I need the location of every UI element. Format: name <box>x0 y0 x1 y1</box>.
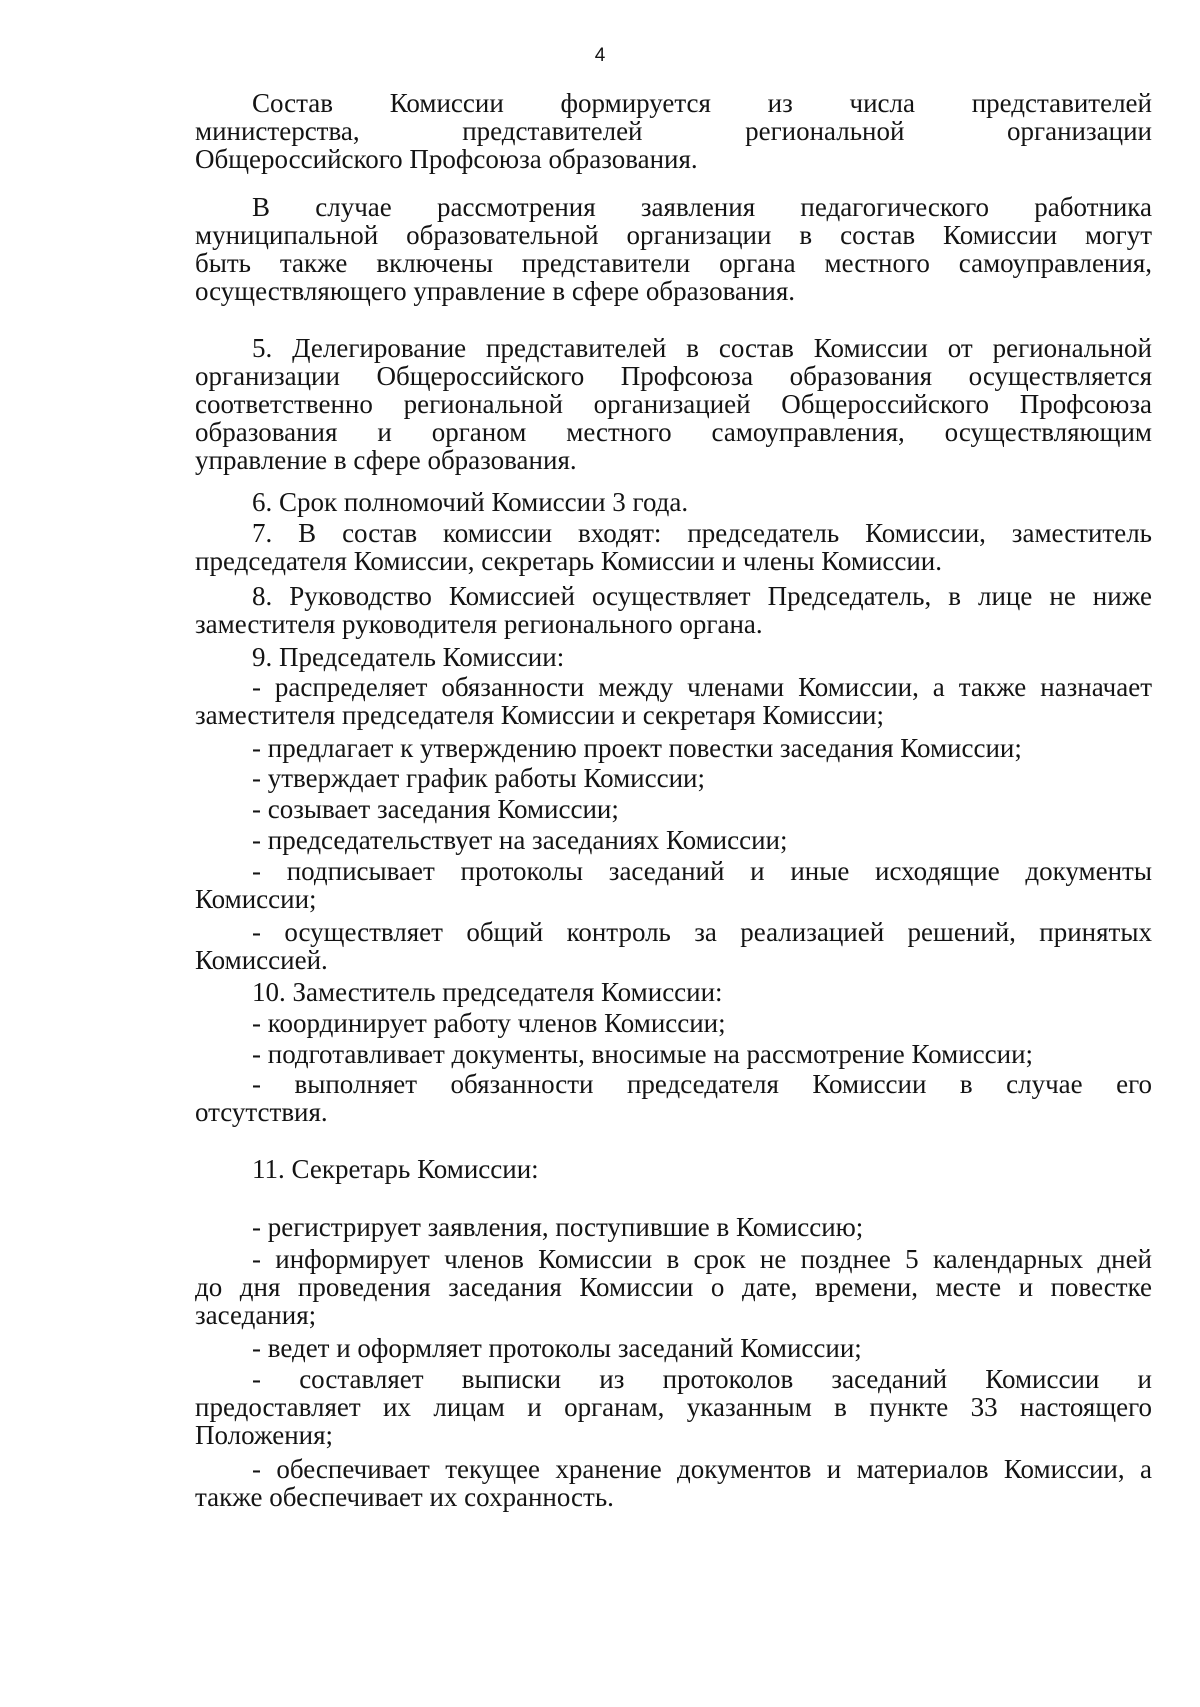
text-line: - ведет и оформляет протоколы заседаний Комиссии; <box>252 1333 862 1363</box>
text-line: заседания; <box>195 1300 317 1330</box>
text-line: - созывает заседания Комиссии; <box>252 794 619 824</box>
deputy-duty <box>195 1040 1152 1068</box>
deputy-duty <box>195 1070 1152 1126</box>
secretary-duty <box>195 1213 1152 1241</box>
text-line: - подписывает протоколы заседаний и иные исходящие документы <box>252 856 1152 886</box>
clause-6-term <box>195 488 1152 516</box>
text-line: - регистрирует заявления, поступившие в Комиссию; <box>252 1212 864 1242</box>
deputy-duty <box>195 1009 1152 1037</box>
secretary-duty <box>195 1365 1152 1449</box>
text-line: Положения; <box>195 1420 334 1450</box>
clause-8-leadership <box>195 582 1152 638</box>
text-line: - составляет выписки из протоколов заседаний Комиссии и <box>252 1364 1152 1394</box>
secretary-duty <box>195 1245 1152 1329</box>
chairman-duty <box>195 673 1152 729</box>
text-line: управление в сфере образования. <box>195 445 577 475</box>
clause-11-secretary-heading <box>195 1155 1152 1183</box>
text-line: организации Общероссийского Профсоюза образования осуществляется <box>195 361 1152 391</box>
chairman-duty <box>195 857 1152 913</box>
paragraph-composition <box>195 89 1152 173</box>
text-line: Общероссийского Профсоюза образования. <box>195 144 698 174</box>
chairman-duty <box>195 795 1152 823</box>
secretary-duty <box>195 1334 1152 1362</box>
text-line: быть также включены представители органа местного самоуправления, <box>195 248 1152 278</box>
clause-7-members <box>195 519 1152 575</box>
text-line: 7. В состав комиссии входят: председатель Комиссии, заместитель <box>252 518 1152 548</box>
text-line: - информирует членов Комиссии в срок не позднее 5 календарных дней <box>252 1244 1152 1274</box>
paragraph-municipal-representatives <box>195 193 1152 305</box>
text-line: 9. Председатель Комиссии: <box>252 642 565 672</box>
text-line: соответственно региональной организацией Общероссийского Профсоюза <box>195 389 1152 419</box>
text-line: заместителя председателя Комиссии и секретаря Комиссии; <box>195 700 884 730</box>
text-line: Комиссией. <box>195 945 328 975</box>
text-line: 5. Делегирование представителей в состав Комиссии от региональной <box>252 333 1152 363</box>
text-line: 6. Срок полномочий Комиссии 3 года. <box>252 487 689 517</box>
secretary-duty <box>195 1455 1152 1511</box>
text-line: предоставляет их лицам и органам, указанным в пункте 33 настоящего <box>195 1392 1152 1422</box>
text-line: - подготавливает документы, вносимые на рассмотрение Комиссии; <box>252 1039 1034 1069</box>
text-line: 10. Заместитель председателя Комиссии: <box>252 977 723 1007</box>
text-line: министерства, представителей региональной организации <box>195 116 1152 146</box>
text-line: образования и органом местного самоуправления, осуществляющим <box>195 417 1152 447</box>
text-line: - предлагает к утверждению проект повестки заседания Комиссии; <box>252 733 1022 763</box>
text-line: - осуществляет общий контроль за реализацией решений, принятых <box>252 917 1152 947</box>
text-line: - координирует работу членов Комиссии; <box>252 1008 726 1038</box>
text-line: Состав Комиссии формируется из числа представителей <box>252 88 1152 118</box>
text-line: заместителя руководителя регионального органа. <box>195 609 763 639</box>
page-number: 4 <box>594 45 606 66</box>
text-line: 8. Руководство Комиссией осуществляет Председатель, в лице не ниже <box>252 581 1152 611</box>
clause-10-deputy-heading <box>195 978 1152 1006</box>
text-line: - распределяет обязанности между членами Комиссии, а также назначает <box>252 672 1152 702</box>
text-line: отсутствия. <box>195 1097 328 1127</box>
text-line: - утверждает график работы Комиссии; <box>252 763 706 793</box>
text-line: также обеспечивает их сохранность. <box>195 1482 614 1512</box>
text-line: 11. Секретарь Комиссии: <box>252 1154 539 1184</box>
chairman-duty <box>195 734 1152 762</box>
chairman-duty <box>195 918 1152 974</box>
clause-5-delegation <box>195 334 1152 474</box>
text-line: до дня проведения заседания Комиссии о дате, времени, месте и повестке <box>195 1272 1152 1302</box>
chairman-duty <box>195 826 1152 854</box>
text-line: - обеспечивает текущее хранение документов и материалов Комиссии, а <box>252 1454 1152 1484</box>
text-line: Комиссии; <box>195 884 317 914</box>
text-line: - выполняет обязанности председателя Комиссии в случае его <box>252 1069 1152 1099</box>
text-line: - председательствует на заседаниях Комиссии; <box>252 825 788 855</box>
text-line: В случае рассмотрения заявления педагогического работника <box>252 192 1152 222</box>
text-line: председателя Комиссии, секретарь Комиссии и члены Комиссии. <box>195 546 943 576</box>
text-line: муниципальной образовательной организации в состав Комиссии могут <box>195 220 1152 250</box>
clause-9-chairman-heading <box>195 643 1152 671</box>
chairman-duty <box>195 764 1152 792</box>
text-line: осуществляющего управление в сфере образования. <box>195 276 796 306</box>
